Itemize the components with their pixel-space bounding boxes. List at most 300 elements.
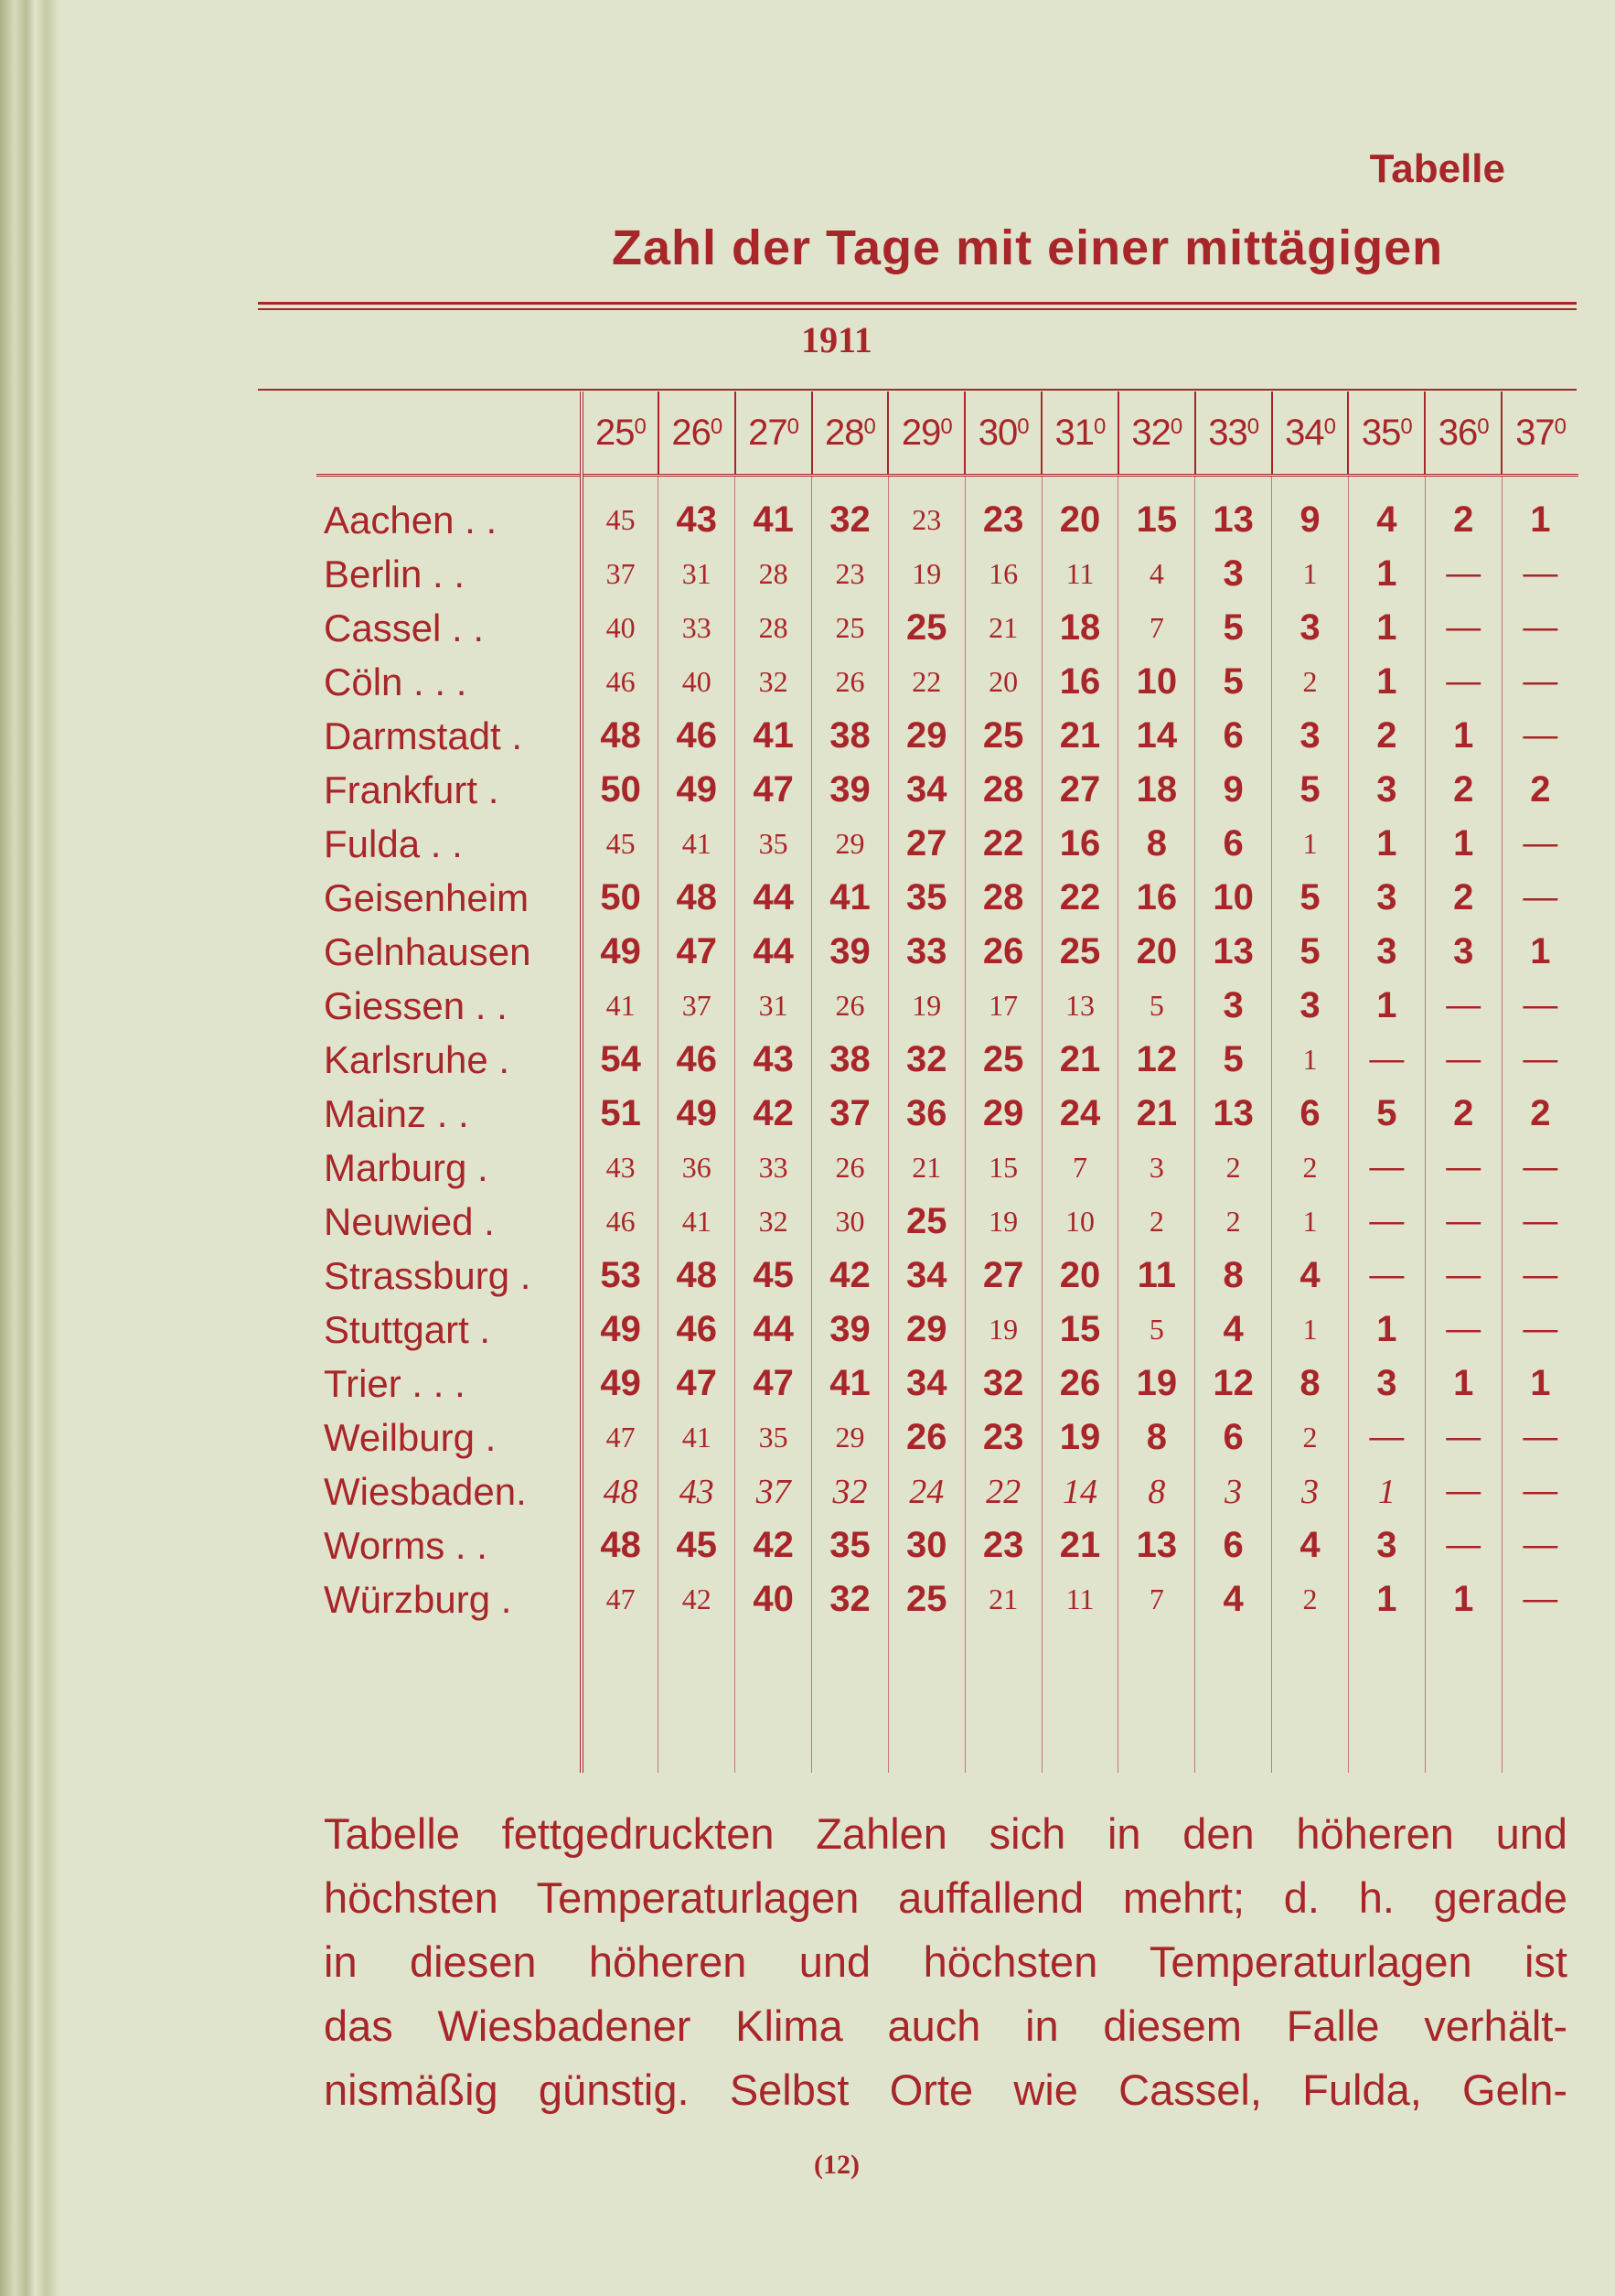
day-count-cell: 46 (582, 655, 658, 709)
degree-mark: 0 (1246, 413, 1259, 439)
column-header-34 (1272, 392, 1349, 476)
table-row (316, 979, 1578, 1033)
day-count-cell: 1 (1272, 1303, 1349, 1357)
day-count-cell: 6 (1272, 1087, 1349, 1141)
column-header-36 (1425, 392, 1502, 476)
day-count-cell: — (1502, 1303, 1578, 1357)
day-count-cell: 41 (812, 1357, 889, 1411)
day-count-cell: 42 (735, 1087, 812, 1141)
day-count-cell: 2 (1272, 1411, 1349, 1465)
spacer-cell (1272, 1626, 1349, 1773)
header-row (316, 392, 1578, 476)
day-count-cell: 46 (658, 1303, 735, 1357)
day-count-cell: 48 (582, 1465, 658, 1518)
day-count-cell: — (1502, 1033, 1578, 1087)
day-count-cell: 42 (658, 1572, 735, 1626)
day-count-cell: 39 (812, 763, 889, 817)
day-count-cell: 36 (658, 1141, 735, 1195)
day-count-cell: 14 (1042, 1465, 1118, 1518)
day-count-cell: — (1425, 1411, 1502, 1465)
day-count-cell: 25 (1042, 925, 1118, 979)
day-count-cell: 5 (1348, 1087, 1425, 1141)
column-header-value: 26 (671, 412, 711, 453)
day-count-cell: 44 (735, 925, 812, 979)
day-count-cell: 12 (1118, 1033, 1195, 1087)
column-header-33 (1195, 392, 1272, 476)
day-count-cell: 1 (1272, 547, 1349, 601)
day-count-cell: 1 (1348, 1303, 1425, 1357)
column-header-value: 25 (594, 412, 635, 453)
day-count-cell: 3 (1195, 979, 1272, 1033)
day-count-cell: 5 (1272, 763, 1349, 817)
degree-mark: 0 (1477, 413, 1489, 439)
day-count-cell: 2 (1272, 655, 1349, 709)
day-count-cell: — (1502, 979, 1578, 1033)
table-spacer-row (316, 1626, 1578, 1773)
day-count-cell: 32 (812, 476, 889, 548)
city-name: Berlin . . (324, 552, 465, 595)
day-count-cell: 41 (582, 979, 658, 1033)
book-spine-edge (0, 0, 59, 2296)
day-count-cell: 19 (965, 1303, 1042, 1357)
day-count-cell: 46 (658, 1033, 735, 1087)
day-count-cell: — (1348, 1033, 1425, 1087)
day-count-cell: 26 (965, 925, 1042, 979)
table-row (316, 1411, 1578, 1465)
day-count-cell: 9 (1195, 763, 1272, 817)
day-count-cell: 3 (1425, 925, 1502, 979)
day-count-cell: 3 (1348, 871, 1425, 925)
day-count-cell: 49 (658, 763, 735, 817)
day-count-cell: 5 (1195, 655, 1272, 709)
day-count-cell: — (1425, 1141, 1502, 1195)
day-count-cell: 47 (735, 1357, 812, 1411)
day-count-cell: 28 (965, 763, 1042, 817)
day-count-cell: 44 (735, 1303, 812, 1357)
day-count-cell: 47 (658, 1357, 735, 1411)
paragraph-line: höchsten Temperaturlagen auffallend mehrt; d. h. gerade (324, 1873, 1567, 1922)
day-count-cell: 25 (965, 1033, 1042, 1087)
city-name: Giessen . . (324, 983, 508, 1027)
day-count-cell: 2 (1195, 1195, 1272, 1249)
day-count-cell: — (1425, 547, 1502, 601)
city-name: Trier . . . (324, 1361, 465, 1405)
day-count-cell: 49 (582, 1357, 658, 1411)
day-count-cell: 33 (735, 1141, 812, 1195)
day-count-cell: 11 (1118, 1249, 1195, 1303)
day-count-cell: 23 (888, 476, 965, 548)
day-count-cell: — (1502, 1195, 1578, 1249)
table-row (316, 709, 1578, 763)
degree-mark: 0 (1400, 413, 1412, 439)
day-count-cell: 41 (735, 709, 812, 763)
day-count-cell: 45 (582, 817, 658, 871)
table-row (316, 1572, 1578, 1626)
day-count-cell: 20 (1118, 925, 1195, 979)
day-count-cell: 51 (582, 1087, 658, 1141)
city-name: Darmstadt . (324, 713, 523, 757)
table-title: Zahl der Tage mit einer mittägigen (612, 220, 1444, 275)
day-count-cell: 5 (1195, 601, 1272, 655)
day-count-cell: 5 (1272, 925, 1349, 979)
column-header-32 (1118, 392, 1195, 476)
day-count-cell: 19 (1042, 1411, 1118, 1465)
day-count-cell: 41 (658, 817, 735, 871)
day-count-cell: 36 (888, 1087, 965, 1141)
day-count-cell: 3 (1118, 1141, 1195, 1195)
day-count-cell: 32 (735, 1195, 812, 1249)
day-count-cell: 12 (1195, 1357, 1272, 1411)
city-name: Gelnhausen (324, 929, 531, 973)
day-count-cell: 44 (735, 871, 812, 925)
day-count-cell: 1 (1348, 655, 1425, 709)
day-count-cell: 27 (888, 817, 965, 871)
day-count-cell: 3 (1195, 1465, 1272, 1518)
spacer-cell (735, 1626, 812, 1773)
day-count-cell: 1 (1348, 979, 1425, 1033)
day-count-cell: 42 (735, 1518, 812, 1572)
spacer-cell (1118, 1626, 1195, 1773)
day-count-cell: 31 (735, 979, 812, 1033)
column-header-value: 32 (1131, 412, 1171, 453)
body-paragraph (324, 1802, 1567, 2122)
day-count-cell: 29 (812, 817, 889, 871)
temperature-table (316, 392, 1578, 1773)
day-count-cell: 3 (1272, 709, 1349, 763)
table-row (316, 925, 1578, 979)
table-body (316, 476, 1578, 1774)
day-count-cell: 26 (812, 1141, 889, 1195)
day-count-cell: 6 (1195, 817, 1272, 871)
city-name: Strassburg . (324, 1253, 531, 1297)
city-name: Neuwied . (324, 1199, 495, 1243)
day-count-cell: 18 (1118, 763, 1195, 817)
day-count-cell: 32 (888, 1033, 965, 1087)
table-row (316, 763, 1578, 817)
day-count-cell: 40 (582, 601, 658, 655)
column-header-value: 31 (1054, 412, 1095, 453)
day-count-cell: — (1502, 655, 1578, 709)
day-count-cell: 23 (965, 1518, 1042, 1572)
day-count-cell: 4 (1118, 547, 1195, 601)
table-row (316, 547, 1578, 601)
day-count-cell: 29 (888, 1303, 965, 1357)
day-count-cell: 45 (658, 1518, 735, 1572)
day-count-cell: 11 (1042, 547, 1118, 601)
day-count-cell: — (1425, 1033, 1502, 1087)
column-header-value: 29 (901, 412, 941, 453)
degree-mark: 0 (1170, 413, 1182, 439)
day-count-cell: 32 (812, 1465, 889, 1518)
day-count-cell: 3 (1272, 1465, 1349, 1518)
day-count-cell: 35 (735, 1411, 812, 1465)
day-count-cell: 3 (1348, 763, 1425, 817)
city-name: Weilburg . (324, 1415, 497, 1459)
day-count-cell: 13 (1118, 1518, 1195, 1572)
day-count-cell: 8 (1272, 1357, 1349, 1411)
day-count-cell: — (1502, 601, 1578, 655)
day-count-cell: 8 (1118, 817, 1195, 871)
day-count-cell: 20 (1042, 476, 1118, 548)
day-count-cell: 40 (735, 1572, 812, 1626)
day-count-cell: 32 (812, 1572, 889, 1626)
day-count-cell: 35 (735, 817, 812, 871)
day-count-cell: 10 (1118, 655, 1195, 709)
spacer-cell (1348, 1626, 1425, 1773)
day-count-cell: 29 (888, 709, 965, 763)
table-row (316, 1518, 1578, 1572)
day-count-cell: 33 (888, 925, 965, 979)
spacer-cell (888, 1626, 965, 1773)
paragraph-line: nismäßig günstig. Selbst Orte wie Cassel, Fulda, Geln- (324, 2065, 1567, 2114)
day-count-cell: 1 (1425, 1357, 1502, 1411)
day-count-cell: 1 (1425, 1572, 1502, 1626)
day-count-cell: 1 (1348, 817, 1425, 871)
day-count-cell: 54 (582, 1033, 658, 1087)
day-count-cell: 6 (1195, 1411, 1272, 1465)
day-count-cell: 2 (1272, 1572, 1349, 1626)
day-count-cell: 32 (965, 1357, 1042, 1411)
day-count-cell: 47 (658, 925, 735, 979)
day-count-cell: 48 (582, 1518, 658, 1572)
day-count-cell: 40 (658, 655, 735, 709)
table-row (316, 1195, 1578, 1249)
day-count-cell: 5 (1118, 1303, 1195, 1357)
day-count-cell: 49 (582, 925, 658, 979)
paragraph-line: in diesen höheren und höchsten Temperaturlagen ist (324, 1937, 1567, 1986)
city-name: Cassel . . (324, 606, 485, 649)
day-count-cell: 49 (582, 1303, 658, 1357)
year-heading: 1911 (801, 319, 872, 360)
day-count-cell: — (1502, 1411, 1578, 1465)
day-count-cell: 26 (888, 1411, 965, 1465)
day-count-cell: 48 (658, 871, 735, 925)
day-count-cell: 19 (888, 547, 965, 601)
table-row (316, 1465, 1578, 1518)
day-count-cell: 43 (582, 1141, 658, 1195)
day-count-cell: 19 (965, 1195, 1042, 1249)
day-count-cell: — (1425, 1518, 1502, 1572)
day-count-cell: 10 (1042, 1195, 1118, 1249)
spacer-cell (1502, 1626, 1578, 1773)
day-count-cell: 43 (735, 1033, 812, 1087)
day-count-cell: 2 (1502, 763, 1578, 817)
day-count-cell: 3 (1348, 1357, 1425, 1411)
day-count-cell: 37 (812, 1087, 889, 1141)
day-count-cell: 1 (1502, 1357, 1578, 1411)
day-count-cell: 24 (888, 1465, 965, 1518)
day-count-cell: 20 (965, 655, 1042, 709)
column-header-value: 27 (748, 412, 787, 453)
column-header-25 (582, 392, 658, 476)
day-count-cell: — (1502, 1465, 1578, 1518)
column-header-value: 34 (1285, 412, 1324, 453)
day-count-cell: 53 (582, 1249, 658, 1303)
day-count-cell: 7 (1042, 1141, 1118, 1195)
table-row (316, 1141, 1578, 1195)
day-count-cell: 45 (582, 476, 658, 548)
day-count-cell: 38 (812, 709, 889, 763)
table-row (316, 476, 1578, 548)
degree-mark: 0 (1323, 413, 1335, 439)
day-count-cell: 47 (735, 763, 812, 817)
city-name: Cöln . . . (324, 660, 467, 703)
day-count-cell: 21 (1042, 709, 1118, 763)
day-count-cell: 1 (1502, 925, 1578, 979)
degree-mark: 0 (940, 413, 952, 439)
day-count-cell: 7 (1118, 601, 1195, 655)
day-count-cell: 41 (658, 1195, 735, 1249)
day-count-cell: — (1502, 1518, 1578, 1572)
day-count-cell: 3 (1195, 547, 1272, 601)
day-count-cell: 41 (658, 1411, 735, 1465)
day-count-cell: 13 (1042, 979, 1118, 1033)
day-count-cell: 25 (888, 601, 965, 655)
day-count-cell: 41 (812, 871, 889, 925)
column-header-value: 36 (1438, 412, 1478, 453)
day-count-cell: 25 (812, 601, 889, 655)
day-count-cell: — (1502, 1249, 1578, 1303)
city-column-header (316, 392, 582, 476)
day-count-cell: 19 (1118, 1357, 1195, 1411)
column-header-value: 35 (1361, 412, 1401, 453)
day-count-cell: 4 (1195, 1303, 1272, 1357)
day-count-cell: 16 (1042, 817, 1118, 871)
day-count-cell: 2 (1425, 1087, 1502, 1141)
day-count-cell: 21 (965, 601, 1042, 655)
day-count-cell: 4 (1348, 476, 1425, 548)
day-count-cell: 21 (1118, 1087, 1195, 1141)
table-row (316, 1357, 1578, 1411)
day-count-cell: — (1502, 1572, 1578, 1626)
day-count-cell: 48 (582, 709, 658, 763)
column-header-27 (735, 392, 812, 476)
day-count-cell: 46 (658, 709, 735, 763)
day-count-cell: 2 (1425, 763, 1502, 817)
spacer-cell (316, 1626, 582, 1773)
day-count-cell: 23 (965, 1411, 1042, 1465)
day-count-cell: — (1425, 601, 1502, 655)
table-row (316, 601, 1578, 655)
city-name: Würzburg . (324, 1577, 512, 1621)
day-count-cell: — (1502, 871, 1578, 925)
day-count-cell: — (1502, 709, 1578, 763)
city-name: Stuttgart . (324, 1307, 491, 1351)
day-count-cell: 1 (1272, 1033, 1349, 1087)
day-count-cell: 7 (1118, 1572, 1195, 1626)
degree-mark: 0 (786, 413, 799, 439)
day-count-cell: 39 (812, 1303, 889, 1357)
day-count-cell: 26 (1042, 1357, 1118, 1411)
day-count-cell: 5 (1272, 871, 1349, 925)
day-count-cell: 38 (812, 1033, 889, 1087)
day-count-cell: 13 (1195, 476, 1272, 548)
day-count-cell: 22 (965, 817, 1042, 871)
day-count-cell: — (1425, 1303, 1502, 1357)
day-count-cell: 1 (1425, 817, 1502, 871)
day-count-cell: 10 (1195, 871, 1272, 925)
degree-mark: 0 (710, 413, 722, 439)
day-count-cell: 2 (1425, 476, 1502, 548)
year-rule (258, 389, 1577, 391)
day-count-cell: 21 (1042, 1518, 1118, 1572)
city-name: Worms . . (324, 1523, 487, 1567)
day-count-cell: 34 (888, 1357, 965, 1411)
day-count-cell: 29 (965, 1087, 1042, 1141)
title-rule-top (258, 302, 1577, 305)
day-count-cell: 4 (1195, 1572, 1272, 1626)
day-count-cell: 25 (888, 1195, 965, 1249)
day-count-cell: 42 (812, 1249, 889, 1303)
day-count-cell: — (1502, 1141, 1578, 1195)
day-count-cell: 4 (1272, 1518, 1349, 1572)
page-number: (12) (814, 2150, 860, 2180)
day-count-cell: — (1348, 1249, 1425, 1303)
day-count-cell: 6 (1195, 709, 1272, 763)
spacer-cell (658, 1626, 735, 1773)
day-count-cell: 1 (1348, 601, 1425, 655)
day-count-cell: — (1425, 979, 1502, 1033)
title-rule-top-thin (258, 308, 1577, 310)
day-count-cell: — (1348, 1141, 1425, 1195)
day-count-cell: — (1502, 817, 1578, 871)
day-count-cell: 43 (658, 476, 735, 548)
table-row (316, 817, 1578, 871)
column-header-31 (1042, 392, 1118, 476)
day-count-cell: 1 (1502, 476, 1578, 548)
table-row (316, 655, 1578, 709)
day-count-cell: — (1425, 1249, 1502, 1303)
column-header-value: 37 (1515, 412, 1555, 453)
day-count-cell: 46 (582, 1195, 658, 1249)
day-count-cell: 3 (1348, 1518, 1425, 1572)
column-header-30 (965, 392, 1042, 476)
day-count-cell: 50 (582, 871, 658, 925)
day-count-cell: 49 (658, 1087, 735, 1141)
day-count-cell: 45 (735, 1249, 812, 1303)
day-count-cell: 13 (1195, 1087, 1272, 1141)
day-count-cell: 2 (1348, 709, 1425, 763)
column-header-28 (812, 392, 889, 476)
column-header-37 (1502, 392, 1578, 476)
day-count-cell: 2 (1502, 1087, 1578, 1141)
day-count-cell: 14 (1118, 709, 1195, 763)
spacer-cell (1042, 1626, 1118, 1773)
day-count-cell: 28 (965, 871, 1042, 925)
day-count-cell: 22 (888, 655, 965, 709)
day-count-cell: 1 (1348, 1465, 1425, 1518)
day-count-cell: 33 (658, 601, 735, 655)
degree-mark: 0 (1554, 413, 1566, 439)
day-count-cell: 37 (582, 547, 658, 601)
day-count-cell: 1 (1348, 1572, 1425, 1626)
day-count-cell: 34 (888, 763, 965, 817)
table-row (316, 871, 1578, 925)
day-count-cell: 25 (965, 709, 1042, 763)
day-count-cell: 47 (582, 1572, 658, 1626)
day-count-cell: 26 (812, 979, 889, 1033)
day-count-cell: — (1425, 655, 1502, 709)
spacer-cell (1195, 1626, 1272, 1773)
day-count-cell: 23 (812, 547, 889, 601)
day-count-cell: 25 (888, 1572, 965, 1626)
city-name: Fulda . . (324, 821, 463, 865)
day-count-cell: 2 (1195, 1141, 1272, 1195)
day-count-cell: 23 (965, 476, 1042, 548)
day-count-cell: 5 (1118, 979, 1195, 1033)
city-name: Frankfurt . (324, 767, 499, 811)
day-count-cell: 5 (1195, 1033, 1272, 1087)
